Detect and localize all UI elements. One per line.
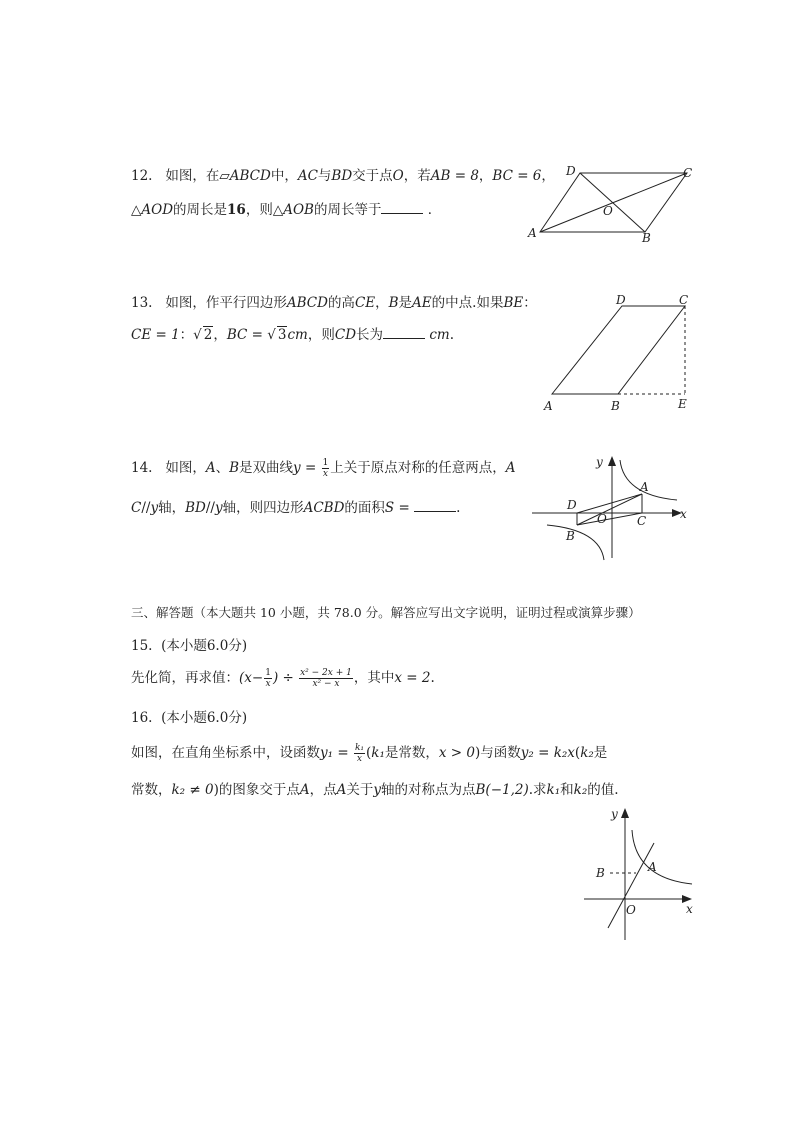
- q16-f-den: x: [356, 754, 362, 764]
- q13-text: ：: [523, 295, 537, 311]
- q13-unit: cm: [429, 327, 450, 343]
- q16-line1: [131, 741, 607, 764]
- q16-text: 如图，在直角坐标系中，设函数: [131, 745, 320, 761]
- q15-text: 先化简，再求值：: [131, 670, 239, 686]
- q13-end: .: [449, 327, 454, 343]
- q16-text: )的图象交于点: [213, 782, 300, 798]
- q12-text: ，若: [403, 168, 431, 184]
- q16-points: (本小题6.0分): [161, 710, 248, 726]
- q16-a: A: [299, 782, 310, 798]
- q13-text: 是: [398, 295, 413, 311]
- q13-number: 13.: [131, 295, 153, 311]
- q13-b: B: [388, 295, 399, 311]
- q12-text: 的周长是: [173, 202, 228, 218]
- q13-text: 长为: [356, 327, 384, 343]
- q15-text: ，其中: [353, 670, 395, 686]
- q15-end: .: [430, 670, 435, 686]
- q16-coordinate-figure: [580, 800, 705, 945]
- q13-text: 如图，作平行四边形: [165, 295, 287, 311]
- q13-sqrt3: 3: [277, 327, 287, 343]
- q14-text: 的面积: [344, 500, 385, 516]
- q16-f-num: k₁: [354, 743, 364, 753]
- label-y: y: [611, 807, 618, 821]
- diagonal-ac: [540, 173, 687, 232]
- q15-points: (本小题6.0分): [161, 638, 248, 654]
- q16-text: ，点: [309, 782, 337, 798]
- q14-y-eq: y =: [293, 460, 321, 476]
- q16-k2-ne: k₂ ≠ 0: [171, 782, 214, 798]
- q12-end: ．: [427, 202, 442, 218]
- q16-text: 轴的对称点为点: [381, 782, 476, 798]
- q14-line1: [131, 456, 516, 479]
- q15-expr: (x−: [239, 670, 264, 686]
- q13-ae: AE: [412, 295, 432, 311]
- q16-number: 16.: [131, 710, 153, 726]
- q12-tri-aod: △AOD: [131, 202, 174, 218]
- q14-b: B: [229, 460, 240, 476]
- q15-number: 15.: [131, 638, 153, 654]
- q16-text: 的值.: [587, 782, 619, 798]
- q16-fraction: [354, 743, 365, 764]
- q15-x-eq: x = 2: [394, 670, 431, 686]
- q14-y: y: [150, 500, 159, 516]
- q14-a: A: [205, 460, 216, 476]
- q14-a2: A: [505, 460, 516, 476]
- q14-hyperbola-figure: [532, 450, 692, 562]
- q15-expr: ) ÷: [272, 670, 299, 686]
- q16-y2: y₂ = k₂x: [520, 745, 575, 761]
- q16-text: 是常数，: [384, 745, 439, 761]
- q12-bc: BC = 6: [492, 168, 542, 184]
- q12-text: 与: [317, 168, 332, 184]
- q16-line2: [131, 778, 619, 798]
- hyperbola-curve: [632, 830, 692, 884]
- q13-bc: BC =: [226, 327, 268, 343]
- label-C: C: [683, 166, 693, 180]
- label-O: O: [603, 204, 613, 218]
- q13-text: ，: [213, 327, 227, 343]
- section-3-heading: 三、解答题（本大题共 10 小题，共 78.0 分。解答应写出文字说明，证明过程或演算步骤）: [131, 605, 641, 620]
- answer-blank[interactable]: [414, 499, 456, 512]
- q12-line1: [131, 164, 555, 184]
- q16-text: 常数，: [131, 782, 172, 798]
- q16-text: .求: [528, 782, 547, 798]
- q14-bd: BD: [185, 500, 206, 516]
- q15-f2-num: x² − 2x + 1: [300, 668, 352, 678]
- label-C: C: [637, 514, 647, 528]
- q15-body: [131, 666, 435, 689]
- q14-acbd: ACBD: [303, 500, 345, 516]
- q12-text: ，: [541, 168, 555, 184]
- label-B: B: [642, 231, 651, 245]
- segment-bc: [577, 513, 642, 525]
- q15-f2-den: x² − x: [312, 679, 340, 689]
- q16-text: )与函数: [474, 745, 521, 761]
- q15-header: [131, 634, 247, 654]
- q12-text: 中，: [270, 168, 298, 184]
- q13-text: 的中点.如果: [431, 295, 504, 311]
- label-O: O: [597, 512, 607, 526]
- hyperbola-branch-2: [547, 525, 604, 560]
- q15-f1-den: x: [265, 679, 271, 689]
- label-D: D: [567, 498, 577, 512]
- q14-end: .: [456, 500, 461, 516]
- q13-text: ：: [179, 327, 194, 343]
- parallelogram-symbol: ▱: [219, 168, 230, 184]
- label-A: A: [648, 860, 657, 874]
- q12-bd: BD: [331, 168, 353, 184]
- q13-text: ，: [375, 295, 389, 311]
- q14-frac-den: x: [322, 469, 328, 479]
- q14-text: 如图，: [165, 460, 206, 476]
- segment-ab: [577, 494, 642, 525]
- q13-line1: [131, 291, 537, 311]
- q12-text: 如图，在: [165, 168, 220, 184]
- q16-y1: y₁ =: [320, 745, 353, 761]
- q14-text: 是双曲线: [239, 460, 294, 476]
- q15-f1-num: 1: [265, 668, 271, 678]
- q13-be: BE: [503, 295, 524, 311]
- q14-text: //: [205, 500, 215, 516]
- q14-text: //: [141, 500, 151, 516]
- label-A: A: [528, 226, 537, 240]
- label-O: O: [626, 903, 636, 917]
- q12-line2: [131, 198, 441, 218]
- label-B: B: [566, 529, 575, 543]
- label-y: y: [596, 455, 603, 469]
- q16-k1: k₁: [371, 745, 385, 761]
- q12-text: ，: [478, 168, 493, 184]
- q16-text: 是: [593, 745, 608, 761]
- label-A: A: [640, 480, 649, 494]
- q14-y: y: [214, 500, 223, 516]
- q14-fraction: [322, 458, 330, 479]
- q13-line2: CE = 1：√ 2，BC = √ 3cm，则CD长为 cm.: [131, 327, 454, 343]
- q14-text: 上关于原点对称的任意两点，: [330, 460, 506, 476]
- q15-fraction-2: [299, 668, 353, 689]
- q14-s: S =: [384, 500, 415, 516]
- q14-text: 、: [215, 460, 230, 476]
- q16-y: y: [373, 782, 381, 798]
- q12-text: 交于点: [352, 168, 393, 184]
- q12-ac: AC: [297, 168, 318, 184]
- q16-k2: k₂: [580, 745, 594, 761]
- q14-text: 轴，则四边形: [222, 500, 304, 516]
- segment-da: [577, 494, 642, 513]
- q16-text: (: [366, 745, 372, 761]
- label-x: x: [686, 902, 693, 916]
- q13-parallelogram-figure: [540, 290, 700, 415]
- q12-parallelogram-figure: [525, 162, 700, 244]
- label-C: C: [679, 293, 689, 307]
- q13-abcd: ABCD: [286, 295, 328, 311]
- y-axis-arrow-icon: [621, 808, 629, 818]
- q13-ce-eq: CE = 1: [131, 327, 180, 343]
- q12-number: 12.: [131, 168, 153, 184]
- q14-frac-num: 1: [322, 458, 329, 468]
- q14-text: 轴，: [158, 500, 186, 516]
- q14-line2: [131, 496, 460, 516]
- answer-blank[interactable]: [381, 201, 423, 214]
- q12-tri-aob: △AOB: [272, 202, 314, 218]
- q12-ab: AB = 8: [430, 168, 479, 184]
- diagonal-bd: [580, 173, 645, 232]
- q13-sqrt2: 2: [203, 327, 213, 343]
- q13-ce: CE: [354, 295, 376, 311]
- q16-k2: k₂: [573, 782, 588, 798]
- q13-unit: cm: [287, 327, 308, 343]
- q16-a2: A: [336, 782, 347, 798]
- q16-x-gt-0: x > 0: [438, 745, 475, 761]
- q16-k1: k₁: [546, 782, 561, 798]
- q13-text: ，则: [307, 327, 335, 343]
- answer-blank[interactable]: [383, 326, 425, 339]
- q14-c: C: [131, 500, 142, 516]
- q15-fraction-1: [264, 668, 272, 689]
- label-D: D: [566, 164, 576, 178]
- label-D: D: [616, 293, 626, 307]
- q12-shape: ABCD: [229, 168, 271, 184]
- q16-text: 和: [560, 782, 574, 798]
- label-x: x: [680, 507, 687, 521]
- q16-header: [131, 706, 247, 726]
- y-axis-arrow-icon: [608, 456, 616, 466]
- q12-o: O: [392, 168, 404, 184]
- q12-text: 的周长等于: [313, 202, 382, 218]
- q14-number: 14.: [131, 460, 153, 476]
- label-B: B: [596, 866, 605, 880]
- q16-text: (: [574, 745, 581, 761]
- q16-point-b: B(−1,2): [475, 782, 529, 798]
- label-B: B: [611, 399, 620, 413]
- label-A: A: [544, 399, 553, 413]
- q16-text: 关于: [346, 782, 374, 798]
- q12-sixteen: 16: [227, 202, 246, 218]
- q13-text: 的高: [327, 295, 355, 311]
- q12-text: ，则: [245, 202, 273, 218]
- label-E: E: [678, 397, 687, 411]
- q13-cd: CD: [334, 327, 357, 343]
